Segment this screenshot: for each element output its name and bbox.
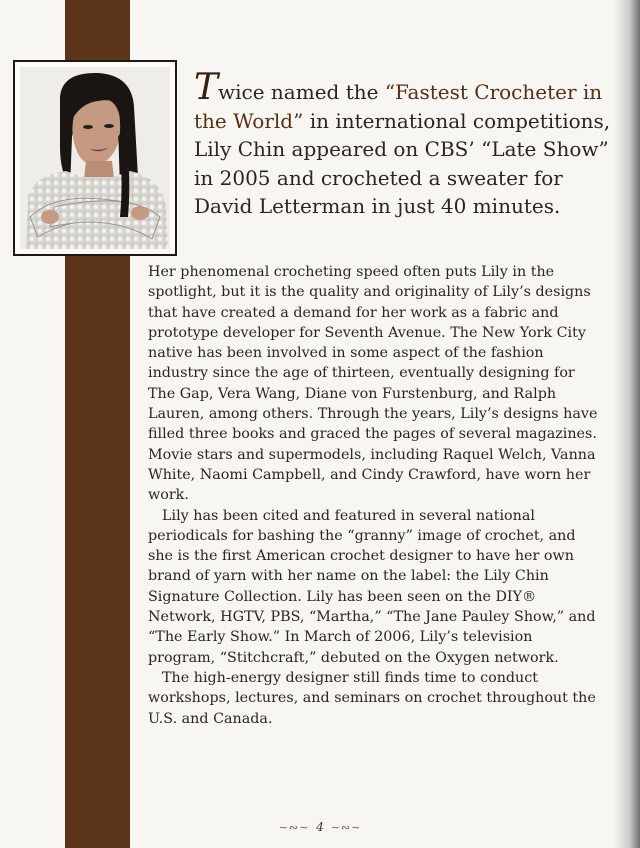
intro-text-start: wice named the xyxy=(218,80,385,104)
intro-text-end: in international competitions, Lily Chin appeared on CBS’ “Late Show” in 2005 and crocheted a sweater for David Letterman in just 40 minutes. xyxy=(194,108,611,219)
page-number: 4 xyxy=(316,820,324,834)
page-edge-shadow xyxy=(614,0,640,848)
page-footer xyxy=(0,820,640,834)
body-paragraph: Her phenomenal crocheting speed often puts Lily in the spotlight, but it is the quality and originality of Lily’s designs that have created a demand for her work as a fabric and prototype developer for Seventh Avenue. The New York City native has been involved in some aspect of the fashion industry since the age of thirteen, eventually designing for The Gap, Vera Wang, Diane von Furstenburg, and Ralph Lauren, among others. Through the years, Lily’s designs have filled three books and graced the pages of several magazines. Movie stars and supermodels, including Raquel Welch, Vanna White, Naomi Campbell, and Cindy Crawford, have worn her work. xyxy=(148,264,598,504)
drop-cap: T xyxy=(194,67,219,108)
ornament-right-icon: ∼∾∼ xyxy=(330,821,362,834)
intro-highlight: “Fastest Crocheter in the World” xyxy=(194,80,603,133)
body-text xyxy=(148,262,600,729)
ornament-left-icon: ∼∾∼ xyxy=(278,821,310,834)
intro-paragraph xyxy=(194,67,614,221)
body-paragraph: The high-energy designer still finds time to conduct workshops, lectures, and seminars on crochet throughout the U.S. and Canada. xyxy=(148,669,596,727)
author-photo-frame xyxy=(13,60,177,256)
body-paragraph: Lily has been cited and featured in several national periodicals for bashing the “granny” image of crochet, and she is the first American crochet designer to have her own brand of yarn with her name on the label: the Lily Chin Signature Collection. Lily has been seen on the DIY® Network, HGTV, PBS, “Martha,” “The Jane Pauley Show,” and “The Early Show.” In March of 2006, Lily’s television program, “Stitchcraft,” debuted on the Oxygen network. xyxy=(148,507,596,666)
author-photo xyxy=(20,67,170,249)
